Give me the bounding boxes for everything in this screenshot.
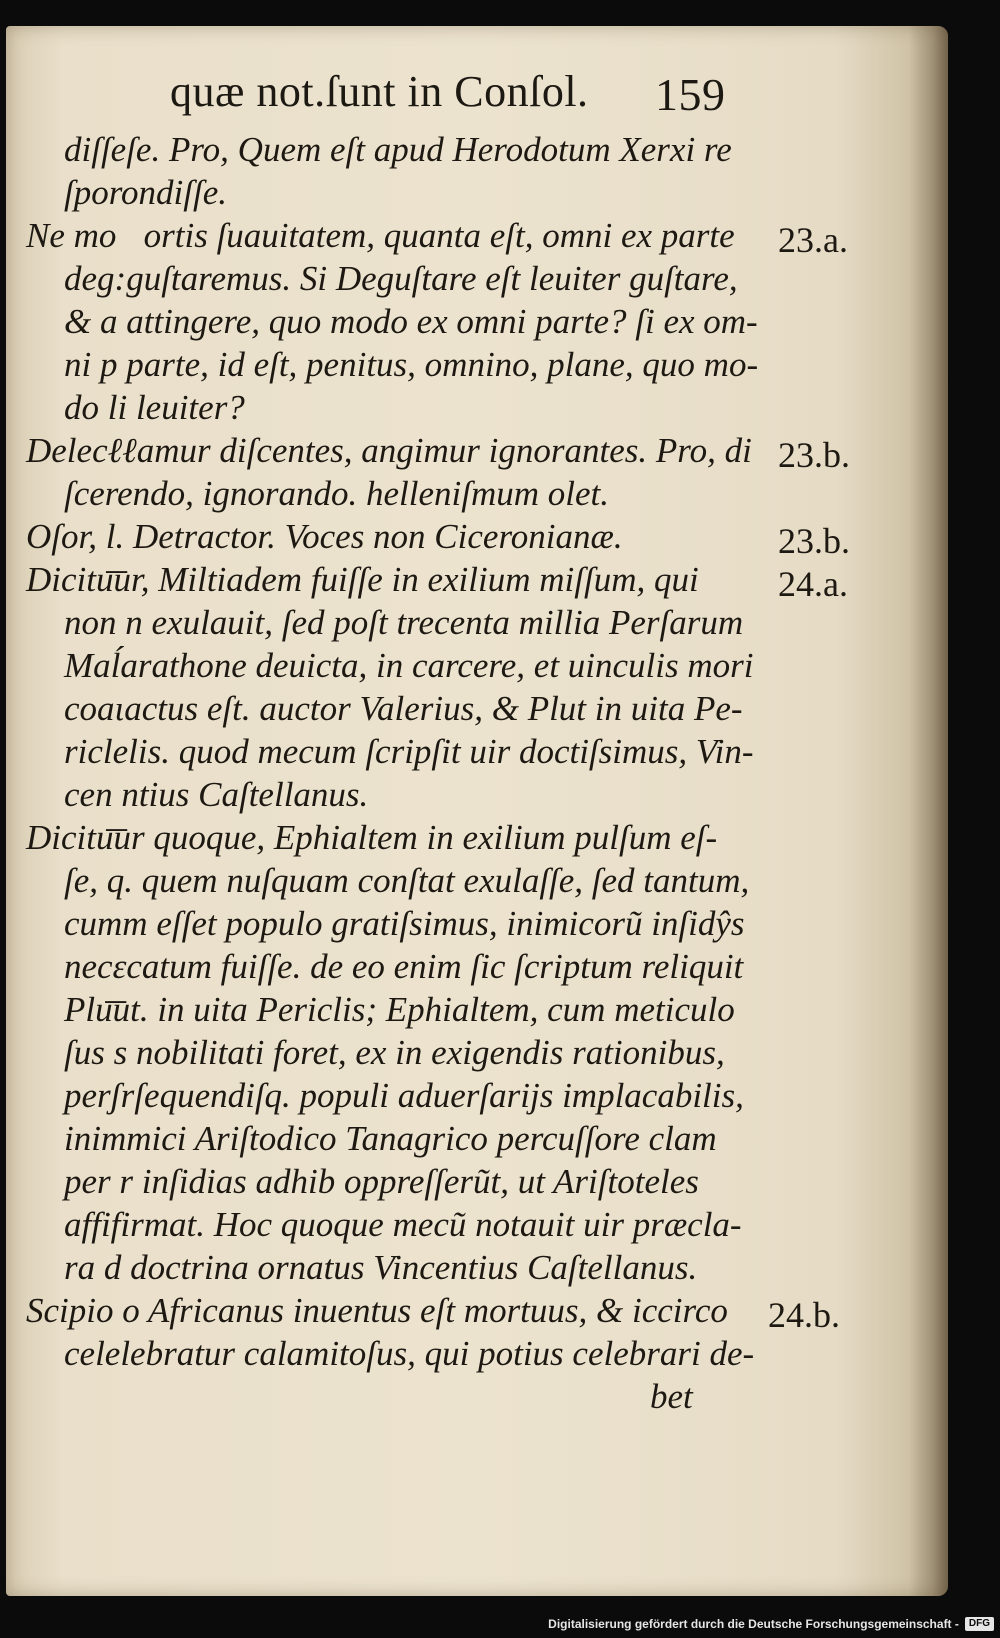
margin-ref: 23.b. — [778, 435, 850, 475]
text-line: Dicitu͞ur quoque, Ephialtem in exilium pulſum eſ- — [26, 818, 718, 857]
text-line: Dicitu͞ur, Miltiadem fuiſſe in exilium miſſum, qui — [26, 560, 699, 599]
text-line: celelebratur calamitoſus, qui potius celebrari de- — [64, 1334, 755, 1373]
margin-ref: 24.a. — [778, 564, 848, 604]
margin-ref: 23.a. — [778, 220, 848, 260]
digitization-credit — [548, 1614, 994, 1634]
text-line: Scipio o Africanus inuentus eſt mortuus, & iccirco — [26, 1291, 728, 1330]
text-line: necɛcatum fuiſſe. de eo enim ſic ſcriptum reliquit — [64, 947, 744, 986]
text-line: non n exulauit, ſed poſt trecenta millia Perſarum — [64, 603, 744, 642]
running-title: quæ not.ſunt in Conſol. — [170, 67, 589, 116]
text-line: Plu͞ut. in uita Periclis; Ephialtem, cum meticulo — [64, 990, 735, 1029]
text-line: ſporondiſſe. — [64, 173, 228, 212]
margin-ref: 23.b. — [778, 521, 850, 561]
text-line: affifirmat. Hoc quoque mecũ notauit uir præcla- — [64, 1205, 742, 1244]
text-line: perʃrſequendiſq. populi aduerſarijs implacabilis, — [64, 1076, 744, 1115]
text-line: Delecℓℓamur diſcentes, angimur ignorantes. Pro, di — [26, 431, 752, 470]
text-line: per r inſidias adhib oppreſſerũt, ut Ariſtoteles — [64, 1162, 699, 1201]
text-line: & a attingere, quo modo ex omni parte? ſi ex om- — [64, 302, 758, 341]
text-line: Oſor, l. Detractor. Voces non Ciceronianæ. — [26, 517, 623, 556]
text-line: diſſeſe. Pro, Quem eſt apud Herodotum Xerxi re — [64, 130, 732, 169]
text-line: Maĺarathone deuicta, in carcere, et uinculis mori — [64, 646, 754, 685]
text-line: riclelis. quod mecum ſcripſit uir doctiſsimus, Vin- — [64, 732, 754, 771]
text-line: cen ntius Caſtellanus. — [64, 775, 369, 814]
text-line: inimmici Ariſtodico Tanagrico percuſſore clam — [64, 1119, 717, 1158]
text-line: ra d doctrina ornatus Vincentius Caſtellanus. — [64, 1248, 698, 1287]
text-line: ſe, q. quem nuſquam conſtat exulaſſe, ſed tantum, — [64, 861, 750, 900]
text-line: Ne mo᷑ortis ſuauitatem, quanta eſt, omni ex parte — [26, 216, 735, 255]
dfg-logo: DFG — [965, 1617, 994, 1631]
credit-text: Digitalisierung gefördert durch die Deutsche Forschungsgemeinschaft - — [548, 1617, 959, 1631]
text-line: ni p parte, id eſt, penitus, omnino, plane, quo mo- — [64, 345, 759, 384]
text-line: do li leuiter? — [64, 388, 245, 427]
text-line: ſcerendo, ignorando. helleniſmum olet. — [64, 474, 609, 513]
text-line: cumm eſſet populo gratiſsimus, inimicorũ inſidŷs — [64, 904, 745, 943]
page-number: 159 — [655, 69, 726, 120]
text-line: coaιactus eſt. auctor Valerius, & Plut in uita Pe- — [64, 689, 743, 728]
text-line: ſus s nobilitati foret, ex in exigendis rationibus, — [64, 1033, 725, 1072]
text-line: deg:guſtaremus. Si Deguſtare eſt leuiter guſtare, — [64, 259, 738, 298]
margin-ref: 24.b. — [768, 1295, 840, 1335]
text-line: bet — [650, 1377, 693, 1416]
